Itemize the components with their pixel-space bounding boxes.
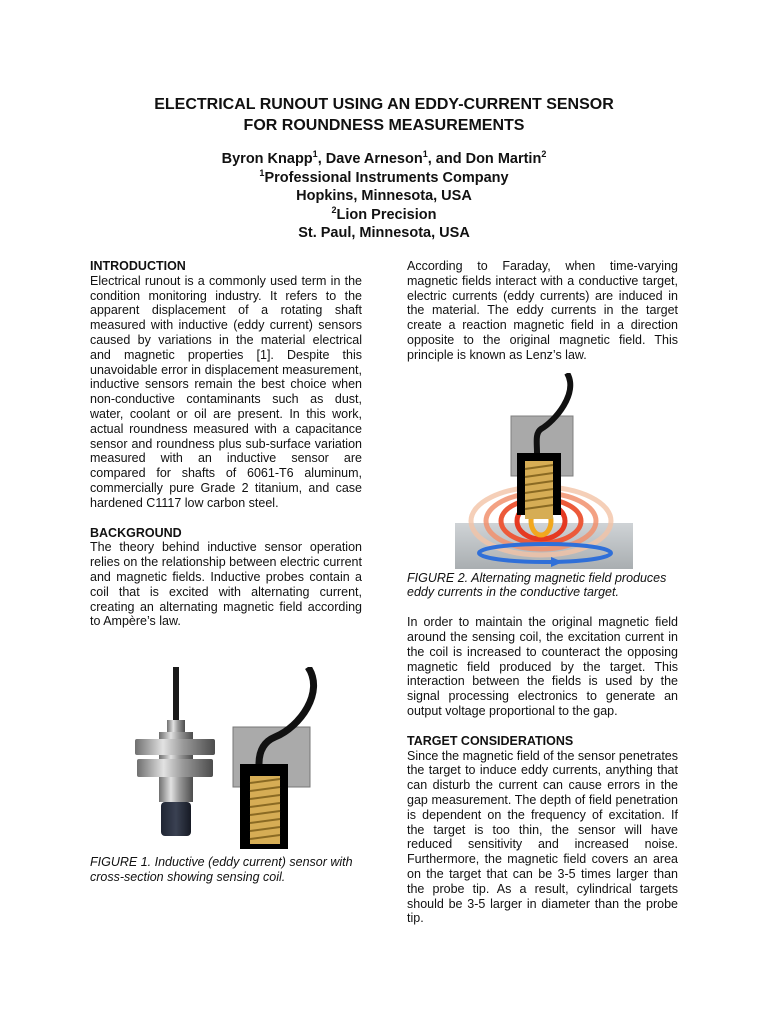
- affiliation-2-location: St. Paul, Minnesota, USA: [298, 225, 470, 241]
- affiliation-2: [0, 206, 768, 225]
- right-column: [407, 259, 678, 926]
- target-considerations-heading: TARGET CONSIDERATIONS: [407, 733, 574, 748]
- left-column: [90, 259, 362, 885]
- affiliation-1: [0, 169, 768, 188]
- affiliation-1-name: Professional Instruments Company: [264, 169, 509, 186]
- author-3-affiliation-mark: 2: [541, 149, 547, 159]
- target-considerations-text: Since the magnetic field of the sensor penetrates the target to induce eddy currents, anything that can disturb the current can cause errors in the gap measurement. The depth of field penetration is dependent on the frequency of excitation. If the target is too thin, the sensor will have reduced sensitivity and increased noise. Furthermore, the magnetic field covers an area on the target that can be 3-5 times larger than the probe tip. As a result, cylindrical targets should be 3-5 larger in diameter than the probe tip.: [407, 748, 678, 926]
- author-1: Byron Knapp: [221, 151, 313, 167]
- introduction-heading: INTRODUCTION: [90, 259, 186, 273]
- excitation-paragraph: In order to maintain the original magnetic field around the sensing coil, the excitation current in the coil is increased to counteract the opposing magnetic field produced by the target. This interaction between the fields is used by the signal processing electronics to generate an output voltage proportional to the gap.: [407, 615, 678, 718]
- author-2: , Dave Arneson: [317, 151, 423, 167]
- faraday-paragraph: According to Faraday, when time-varying magnetic fields interact with a conductive target, electric currents (eddy currents) are induced in the material. The eddy currents in the target create a reaction magnetic field in a direction opposite to the original magnetic field. This principle is known as Lenz’s law.: [407, 259, 678, 362]
- background-heading: BACKGROUND: [90, 525, 182, 540]
- author-3: , and Don Martin: [427, 151, 542, 167]
- affiliation-1-location: Hopkins, Minnesota, USA: [296, 188, 472, 204]
- affiliation-2-name: Lion Precision: [336, 206, 437, 223]
- figure-2-image: [455, 373, 633, 569]
- sensor-photo: [135, 667, 215, 836]
- figure-1: [125, 667, 362, 852]
- figure-2: [455, 373, 678, 569]
- author-2-affiliation-mark: 1: [422, 149, 428, 159]
- figure-2-caption: FIGURE 2. Alternating magnetic field produces eddy currents in the conductive target.: [407, 570, 667, 600]
- author-line: [0, 150, 768, 169]
- affiliation-2-mark: 2: [331, 204, 337, 215]
- title-line-2: FOR ROUNDNESS MEASUREMENTS: [243, 117, 525, 134]
- background-text: The theory behind inductive sensor operation relies on the relationship between electric current and magnetic fields. Inductive probes contain a coil that is excited with alternating current, creating an alternating magnetic field according to Ampère’s law.: [90, 540, 362, 629]
- title-line-1: ELECTRICAL RUNOUT USING AN EDDY-CURRENT SENSOR: [154, 96, 614, 113]
- figure-1-image: [125, 667, 325, 852]
- figure-1-caption: FIGURE 1. Inductive (eddy current) sensor with cross-section showing sensing coil.: [90, 855, 353, 884]
- paper-title: [0, 94, 768, 136]
- sensor-cross-section: [233, 667, 314, 849]
- affiliation-1-mark: 1: [259, 167, 265, 178]
- author-block: [0, 150, 768, 243]
- introduction-text: Electrical runout is a commonly used term in the condition monitoring industry. It refers to the apparent displacement of a rotating shaft measured with inductive (eddy current) sensors caused by variations in the material electrical and magnetic properties [1]. Despite this unavoidable error in displacement measurement, inductive sensors remain the best choice when non-conductive contaminants such as dust, water, coolant or oil are present. In this work, actual roundness measured with a capacitance sensor and roundness plus sub-surface variation measured with an inductive sensor are compared for shafts of 6061-T6 aluminum, commercially pure Grade 2 titanium, and case hardened C1117 low carbon steel.: [90, 273, 362, 510]
- author-1-affiliation-mark: 1: [312, 149, 318, 159]
